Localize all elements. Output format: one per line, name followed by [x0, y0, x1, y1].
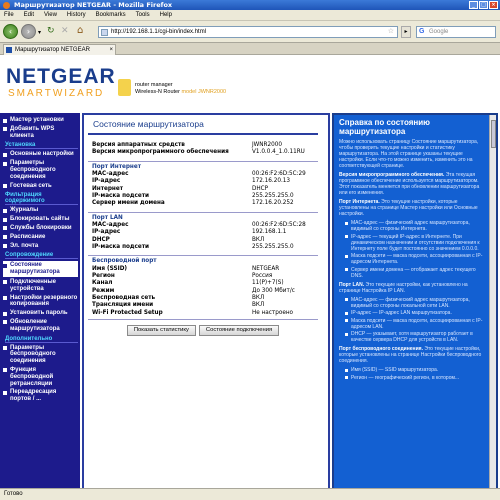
status-value: 172.16.20.252	[252, 200, 294, 207]
page-icon	[101, 29, 108, 36]
forward-button[interactable]: ›	[21, 24, 36, 39]
sidebar-item-router-status[interactable]	[3, 261, 78, 277]
address-bar[interactable]	[98, 26, 398, 38]
router-manager-line1: router manager	[135, 82, 173, 88]
help-list-item: MAC-адрес — физический адрес маршрутизатора, видимый со стороны локальной сети LAN.	[345, 297, 487, 309]
tab-router[interactable]	[3, 44, 116, 55]
bullet-icon	[3, 320, 7, 324]
status-label: Версия микропрограммного обеспечения	[92, 149, 229, 156]
netgear-logo	[6, 66, 116, 99]
help-lan-title: Порт LAN.	[339, 281, 365, 288]
router-manager-text	[135, 82, 226, 96]
status-label: IP-адрес	[92, 229, 121, 236]
status-label: MAC-адрес	[92, 171, 129, 178]
router-badge-icon	[118, 79, 131, 96]
sidebar-item-wireless-settings[interactable]	[3, 160, 78, 180]
sidebar-item-router-upgrade[interactable]	[3, 319, 78, 333]
sidebar-item-label: Установить пароль	[10, 310, 68, 317]
bullet-icon	[3, 391, 7, 395]
sidebar-section-setup: Установка	[5, 142, 78, 149]
smartwizard-text: SMARTWIZARD	[8, 88, 105, 99]
sidebar-menu	[0, 113, 80, 488]
status-row	[88, 280, 318, 287]
go-button[interactable]: ▸	[401, 26, 411, 38]
status-value: 00:26:F2:6D:5C:29	[252, 171, 306, 178]
help-list-item: Сервер имени домена — отображает адрес текущего DNS.	[345, 267, 487, 279]
help-list-item: Имя (SSID) — SSID маршрутизатора.	[345, 367, 487, 373]
sidebar-item-guest-network[interactable]	[3, 183, 78, 190]
search-box[interactable]	[416, 26, 496, 38]
bullet-icon	[3, 153, 7, 157]
router-status-panel	[88, 119, 318, 484]
status-value: ВКЛ	[252, 302, 265, 309]
status-label: IP-адрес	[92, 178, 121, 185]
router-header	[0, 56, 500, 112]
sidebar-item-add-wps[interactable]	[3, 126, 78, 140]
tab-bar	[0, 43, 500, 55]
bullet-icon	[3, 162, 7, 166]
help-fw-title: Версия микропрограммного обеспечения.	[339, 172, 445, 178]
model-label: model JWNR2000	[181, 89, 227, 95]
bullet-icon	[3, 296, 7, 300]
history-dropdown-icon[interactable]: ▾	[38, 29, 42, 36]
bullet-icon	[3, 368, 7, 372]
brand-text: NETGEAR	[6, 65, 116, 88]
sidebar-item-wireless-advanced[interactable]	[3, 345, 78, 365]
status-row	[88, 273, 318, 280]
help-panel	[332, 113, 498, 488]
window-controls	[469, 1, 498, 9]
help-inet-text: Это текущие настройки, которые установлены на странице Мастер настройки или Основные настройки.	[339, 199, 478, 217]
help-list-item: Маска подсети — маска подсети, ассоциированная с IP-адресом Интернета.	[345, 253, 487, 265]
bullet-icon	[3, 127, 7, 131]
home-icon[interactable]: ⌂	[77, 25, 84, 36]
bullet-icon	[3, 218, 7, 222]
status-row	[88, 149, 318, 156]
help-fw-text: Эта текущая программное обеспечение используется маршрутизатором. Этот показатель меняется при обновлении маршрутизатора или его изменения.	[339, 172, 480, 196]
help-wl-list	[345, 367, 487, 381]
internet-port-info	[88, 171, 318, 207]
menu-view[interactable]: View	[44, 12, 57, 18]
stop-icon[interactable]: ✕	[61, 26, 69, 36]
sidebar-item-label: Состояние маршрутизатора	[10, 262, 60, 276]
sidebar-item-block-services[interactable]	[3, 225, 78, 232]
status-row	[88, 222, 318, 229]
status-value: 255.255.255.0	[252, 192, 294, 199]
menu-bar	[0, 10, 500, 21]
connection-status-button[interactable]: Состояние подключения	[199, 325, 279, 336]
sidebar-item-email[interactable]	[3, 243, 78, 250]
sidebar-item-label: Добавить WPS клиента	[10, 125, 55, 139]
status-value: DHCP	[252, 185, 269, 192]
status-label: Канал	[92, 280, 113, 287]
bullet-icon	[3, 312, 7, 316]
status-row	[88, 171, 318, 178]
help-wl-title: Порт беспроводного соединения.	[339, 346, 423, 352]
sidebar-item-label: Журналы	[10, 207, 39, 214]
sidebar-item-label: Обновление маршрутизатора	[10, 318, 60, 332]
sidebar-item-label: Гостевая сеть	[10, 182, 52, 189]
minimize-button[interactable]: _	[469, 1, 478, 9]
menu-help[interactable]: Help	[159, 12, 172, 18]
help-wl-text: Это текущие настройки, которые установлены на странице Настройки беспроводного соединения.	[339, 346, 482, 364]
menu-history[interactable]: History	[66, 12, 86, 18]
bullet-icon	[3, 235, 7, 239]
status-value: До 300 Мбит/с	[252, 287, 295, 294]
maximize-button[interactable]: □	[479, 1, 488, 9]
help-lan-list	[345, 297, 487, 344]
bullet-icon	[3, 346, 7, 350]
status-label: IP-маска подсети	[92, 192, 150, 199]
sidebar-section-advanced: Дополнительно	[5, 336, 78, 343]
sidebar-item-block-sites[interactable]	[3, 216, 78, 223]
status-label: Имя (SSID)	[92, 265, 128, 272]
sidebar-item-label: Настройки резервного копирования	[10, 294, 78, 308]
window-title: Маршрутизатор NETGEAR - Mozilla Firefox	[14, 1, 173, 9]
url-text: http://192.168.1.1/cgi-bin/index.html	[111, 29, 207, 35]
sidebar-item-label: Блокировать сайты	[10, 216, 70, 223]
tab-label: Маршрутизатор NETGEAR	[15, 47, 90, 53]
status-label: Трансляция имени	[92, 302, 154, 309]
status-row	[88, 266, 318, 273]
status-row	[88, 288, 318, 295]
bullet-icon	[3, 209, 7, 213]
menu-bookmarks[interactable]: Bookmarks	[95, 12, 126, 18]
help-list-item: DHCP — указывает, хотя маршрутизатор работает в качестве сервера DHCP для устройств в LAN.	[345, 331, 487, 343]
section-wireless-port: Беспроводной порт	[88, 255, 318, 266]
wireless-port-info	[88, 266, 318, 317]
status-value: 11(P)+7(S)	[252, 280, 284, 287]
sidebar-item-label: Функция беспроводной ретрансляции	[10, 366, 54, 387]
sidebar-item-schedule[interactable]	[3, 234, 78, 241]
help-list-item: Регион — географический регион, в котором...	[345, 375, 487, 381]
back-button[interactable]: ‹	[3, 24, 18, 39]
help-list-item: MAC-адрес — физический адрес маршрутизатора, видимый со стороны Интернета.	[345, 220, 487, 232]
sidebar-item-label: Переадресация портов / ...	[10, 389, 57, 403]
general-info	[88, 142, 318, 157]
sidebar-item-label: Параметры беспроводного соединения	[10, 160, 56, 180]
sidebar-item-port-forwarding[interactable]	[3, 389, 78, 403]
bullet-icon	[3, 119, 7, 123]
sidebar-item-backup-settings[interactable]	[3, 295, 78, 309]
bullet-icon	[3, 280, 7, 284]
status-label: DHCP	[92, 236, 110, 243]
title-bar	[0, 0, 500, 10]
help-list-item: IP-адрес — IP-адрес LAN маршрутизатора.	[345, 310, 487, 316]
help-scrollbar[interactable]	[489, 115, 496, 488]
content-frame	[82, 113, 330, 488]
status-value: 192.168.1.1	[252, 229, 287, 236]
status-value: 255.255.255.0	[252, 243, 294, 250]
status-value: V1.0.0.4_1.0.11RU	[252, 149, 305, 156]
status-label: Интернет	[92, 185, 123, 192]
status-row	[88, 193, 318, 200]
lan-port-info	[88, 222, 318, 251]
search-placeholder: Google	[429, 29, 449, 35]
section-lan-port: Порт LAN	[88, 212, 318, 223]
sidebar-item-label: Подключенные устройства	[10, 278, 57, 292]
sidebar-item-label: Расписание	[10, 233, 46, 240]
status-value: 00:26:F2:6D:5C:28	[252, 222, 306, 229]
divider	[88, 319, 318, 320]
close-button[interactable]: ×	[489, 1, 498, 9]
help-content	[339, 118, 487, 384]
help-intro: Можно использовать страницу Состояние маршрутизатора, чтобы проверить текущие настройки и статистику маршрутизатора. На этой странице указаны текущие настройки. Если что-то можно изменить, изменить это на соответствующей странице.	[339, 139, 479, 169]
status-label: Wi-Fi Protected Setup	[92, 309, 163, 316]
help-list-item: Маска подсети — маска подсети, ассоциированная с IP-адресом LAN.	[345, 318, 487, 330]
status-row	[88, 237, 318, 244]
scrollbar-thumb[interactable]	[491, 120, 496, 148]
sidebar-section-content-filtering: Фильтрация содержимого	[5, 192, 78, 205]
help-inet-list	[345, 220, 487, 279]
menu-tools[interactable]: Tools	[135, 12, 150, 18]
show-statistics-button[interactable]: Показать статистику	[127, 325, 196, 336]
status-row	[88, 244, 318, 251]
status-row	[88, 186, 318, 193]
status-row	[88, 200, 318, 207]
sidebar-item-setup-wizard[interactable]	[3, 117, 78, 124]
status-label: Сервер имени домена	[92, 200, 165, 207]
section-internet-port: Порт Интернет	[88, 161, 318, 172]
sidebar-section-maintenance: Сопровождение	[5, 252, 78, 259]
sidebar-item-label: Службы блокировки	[10, 224, 72, 231]
sidebar-item-wireless-repeating[interactable]	[3, 367, 78, 387]
sidebar-item-label: Основные настройки	[10, 151, 74, 158]
sidebar-item-attached-devices[interactable]	[3, 279, 78, 293]
status-row	[88, 178, 318, 185]
status-label: Версия аппаратных средств	[92, 142, 185, 148]
page-viewport	[0, 56, 500, 488]
bullet-icon	[3, 264, 7, 268]
status-value: Не настроено	[252, 309, 294, 316]
reload-icon[interactable]: ↻	[47, 26, 55, 36]
help-title: Справка по состоянию маршрутизатора	[339, 118, 431, 136]
help-inet-title: Порт Интернета.	[339, 199, 380, 205]
router-manager-line2: Wireless-N Router	[135, 89, 180, 95]
status-row	[88, 229, 318, 236]
help-lan-text: Это текущие настройки, как установлено на странице Настройка IP LAN.	[339, 281, 468, 294]
status-value: Россия	[252, 273, 273, 280]
bookmark-star-icon[interactable]: ☆	[387, 28, 394, 35]
bullet-icon	[3, 184, 7, 188]
status-label: IP-маска подсети	[92, 243, 150, 250]
help-list-item: IP-адрес — текущий IP-адрес в Интернете. При динамическом назначении и отсутствии подключения к Интернету поле будет постоянно со значением 0.0.0.0.	[345, 234, 487, 252]
status-value: 172.16.20.13	[252, 178, 290, 185]
navigation-toolbar	[0, 21, 500, 43]
tab-favicon	[6, 47, 12, 53]
status-bar	[0, 488, 500, 500]
status-value: JWNR2000	[252, 142, 282, 148]
status-value: ВКЛ	[252, 236, 265, 243]
status-row	[88, 295, 318, 302]
status-text: Готово	[4, 491, 23, 497]
status-value: NETGEAR	[252, 265, 280, 272]
status-label: Беспроводная сеть	[92, 294, 156, 301]
status-value: ВКЛ	[252, 294, 265, 301]
bullet-icon	[3, 244, 7, 248]
page-title: Состояние маршрутизатора	[88, 119, 318, 135]
firefox-icon	[3, 2, 10, 9]
sidebar-item-basic-settings[interactable]	[3, 151, 78, 158]
sidebar-item-set-password[interactable]	[3, 310, 78, 317]
status-label: MAC-адрес	[92, 222, 129, 229]
menu-file[interactable]: File	[4, 12, 14, 18]
bullet-icon	[3, 226, 7, 230]
status-row	[88, 310, 318, 317]
status-label: Режим	[92, 287, 115, 294]
menu-edit[interactable]: Edit	[23, 12, 35, 18]
sidebar-item-logs[interactable]	[3, 207, 78, 214]
sidebar-item-label: Параметры беспроводного соединения	[10, 344, 56, 365]
google-icon: G	[419, 28, 425, 35]
tab-close-icon[interactable]: ×	[109, 47, 113, 53]
button-row	[88, 325, 318, 336]
status-row	[88, 302, 318, 309]
sidebar-item-label: Мастер установки	[10, 117, 64, 123]
sidebar-item-label: Эл. почта	[10, 242, 39, 249]
status-label: Регион	[92, 273, 115, 280]
